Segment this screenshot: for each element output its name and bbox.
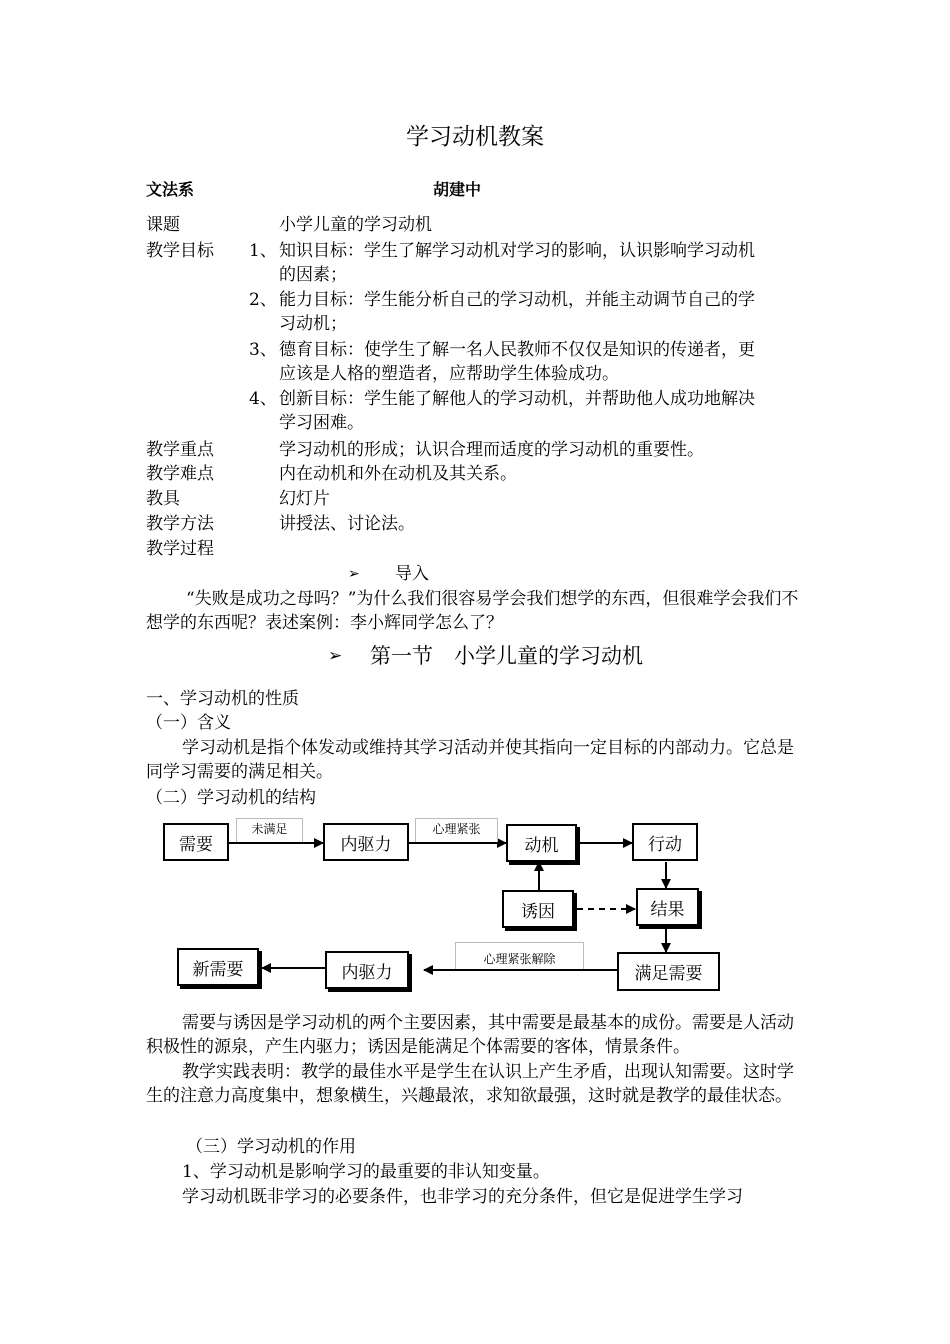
goal-text-cont: 习动机； (279, 314, 347, 334)
paragraph-teaching-practice: 教学实践表明：教学的最佳水平是学生在认识上产生矛盾，出现认知需要。这时学生的注意力高度集中，想象横生，兴趣最浓，求知欲最强，这时就是教学的最佳状态。 (146, 1062, 794, 1106)
topic-label: 课题 (146, 215, 180, 235)
goal-text: 知识目标：学生了解学习动机对学习的影响，认识影响学习动机 (279, 241, 755, 261)
label-unmet: 未满足 (236, 818, 303, 842)
goal-text: 德育目标：使学生了解一名人民教师不仅仅是知识的传递者，更 (279, 340, 755, 360)
box-motive: 动机 (506, 824, 577, 862)
paragraph-need-incentive: 需要与诱因是学习动机的两个主要因素，其中需要是最基本的成份。需要是人活动积极性的源泉，产生内驱力；诱因是能满足个体需要的客体，情景条件。 (146, 1013, 794, 1057)
box-new-need: 新需要 (177, 948, 259, 986)
intro-heading: 导入 (395, 564, 429, 584)
subheading: （一）含义 (146, 713, 231, 733)
section-title: 第一节 小学儿童的学习动机 (370, 644, 643, 668)
box-action: 行动 (632, 823, 698, 861)
author: 胡建中 (433, 180, 482, 199)
goal-text-cont: 应该是人格的塑造者，应帮助学生体验成功。 (279, 364, 619, 384)
department: 文法系 (146, 180, 195, 199)
label-tension-relief: 心理紧张解除 (455, 942, 584, 969)
part-heading: 一、学习动机的性质 (146, 689, 299, 709)
topic-value: 小学儿童的学习动机 (279, 215, 432, 235)
difficulty-value: 内在动机和外在动机及其关系。 (279, 464, 517, 484)
goals-label: 教学目标 (146, 241, 214, 261)
process-label: 教学过程 (146, 539, 214, 559)
goal-text: 能力目标：学生能分析自己的学习动机，并能主动调节自己的学 (279, 290, 755, 310)
subheading: （二）学习动机的结构 (146, 788, 316, 808)
method-label: 教学方法 (146, 514, 214, 534)
goal-number: 2、 (249, 290, 277, 310)
point-heading: 1、学习动机是影响学习的最重要的非认知变量。 (182, 1162, 550, 1182)
bullet-icon: ➢ (348, 566, 360, 582)
goal-text-cont: 学习困难。 (279, 413, 364, 433)
box-drive-2: 内驱力 (325, 951, 409, 989)
box-need: 需要 (163, 823, 229, 861)
goal-number: 1、 (249, 241, 277, 261)
method-value: 讲授法、讨论法。 (279, 514, 415, 534)
box-drive: 内驱力 (323, 823, 409, 861)
document-title: 学习动机教案 (406, 124, 544, 150)
box-satisfy: 满足需要 (617, 952, 720, 991)
tools-label: 教具 (146, 489, 180, 509)
goal-number: 4、 (249, 389, 277, 409)
key-label: 教学重点 (146, 440, 214, 460)
definition-paragraph: 学习动机是指个体发动或维持其学习活动并使其指向一定目标的内部动力。它总是同学习需要的满足相关。 (146, 738, 794, 782)
label-tension: 心理紧张 (415, 818, 498, 842)
tools-value: 幻灯片 (279, 489, 330, 509)
paragraph-motivation-role: 学习动机既非学习的必要条件，也非学习的充分条件，但它是促进学生学习 (182, 1187, 743, 1207)
difficulty-label: 教学难点 (146, 464, 214, 484)
goal-number: 3、 (249, 340, 277, 360)
intro-paragraph: “失败是成功之母吗？”为什么我们很容易学会我们想学的东西，但很难学会我们不想学的东西呢？表述案例：李小辉同学怎么了？ (146, 589, 799, 633)
goal-text-cont: 的因素； (279, 265, 347, 285)
box-result: 结果 (636, 888, 699, 926)
bullet-icon: ➢ (328, 646, 343, 666)
key-value: 学习动机的形成；认识合理而适度的学习动机的重要性。 (279, 440, 704, 460)
goal-text: 创新目标：学生能了解他人的学习动机，并帮助他人成功地解决 (279, 389, 755, 409)
box-incentive: 诱因 (502, 890, 574, 928)
subheading: （三）学习动机的作用 (186, 1137, 356, 1157)
